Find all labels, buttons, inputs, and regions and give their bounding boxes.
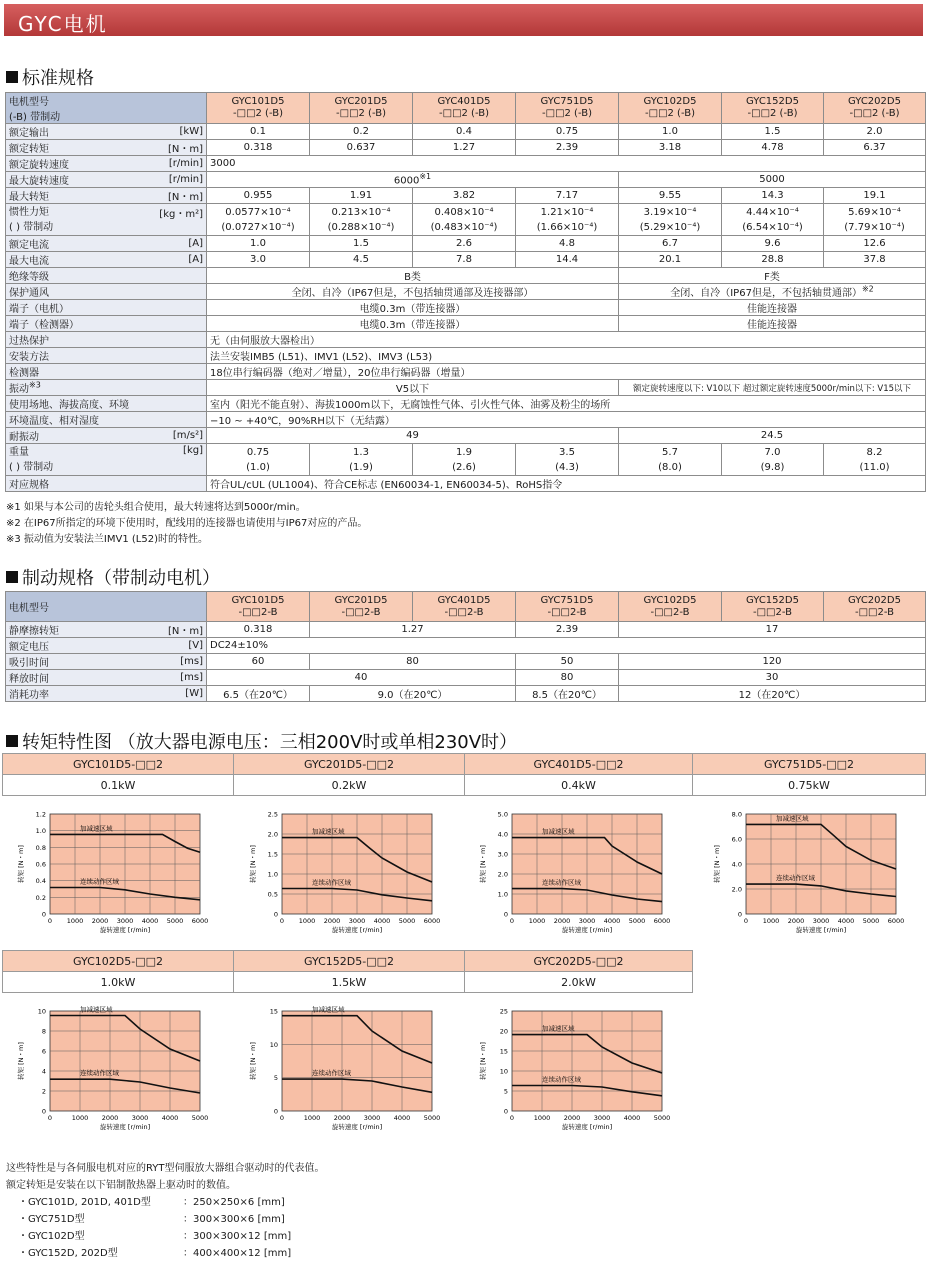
row-vibration: 振动$^{※3}$ V5以下 额定旋转速度以下: V10以下 超过额定旋转速度5000r/min以下: V15以下 [6,380,926,396]
x-tick-label: 0 [743,917,749,925]
row-weight: 重量 ( ) 带制动 [kg] 0.75 (1.0) 1.3 (1.9) 1.9 (2.6) 3.5 (4.3) 5.7 (8.0) 7.0 (9.8) 8.2 (11.0) [6,444,926,476]
row-temp-humidity: 环境温度、相对湿度 −10 ~ +40℃，90%RH以下（无结露） [6,412,926,428]
accel-region-label: 加减速区域 [776,814,809,823]
row-static-torque: 静摩擦转矩 [N・m] 0.318 1.27 2.39 17 [6,622,926,638]
torque-header-row-2 [2,950,693,993]
x-tick-label: 0 [509,917,515,925]
torque-power-label: 0.75kW [693,775,926,796]
row-rated-torque: 额定转矩 [N・m] 0.318 0.637 1.27 2.39 3.18 4.78 6.37 [6,140,926,156]
torque-header-row-1 [2,753,926,796]
y-tick-label: 0.6 [35,860,46,869]
row-max-torque: 最大转矩 [N・m] 0.955 1.91 3.82 7.17 9.55 14.3 19.1 [6,188,926,204]
y-tick-label: 8 [41,1027,46,1036]
model-cell: GYC152D5 -□□2-B [722,592,824,622]
y-tick-label: 2.0 [731,885,742,894]
note-1: ※1 如果与本公司的齿轮头组合使用，最大转速将达到5000r/min。 [6,502,306,513]
row-environment: 使用场地、海拔高度、环境 室内（阳光不能直射）、海拔1000m以下，无腐蚀性气体、引火性气体、油雾及粉尘的场所 [6,396,926,412]
x-axis-label: 旋转速度 [r/min] [331,926,383,934]
row-overheat: 过热保护 无（由伺服放大器检出） [6,332,926,348]
y-tick-label: 0 [737,910,742,919]
x-tick-label: 2000 [91,917,109,925]
torque-power-label: 1.5kW [234,972,465,993]
x-tick-label: 5000 [653,1114,671,1122]
x-tick-label: 1000 [298,917,316,925]
model-cell: GYC202D5 -□□2 (-B) [824,93,926,124]
brake-table [5,591,926,702]
accel-region-label: 加减速区域 [542,1024,575,1033]
y-tick-label: 10 [499,1067,508,1076]
row-insulation: 绝缘等级 B类 F类 [6,268,926,284]
section-title-torque: 转矩特性图 （放大器电源电压：三相200V时或单相230V时） [6,728,517,754]
x-tick-label: 5000 [398,917,416,925]
page-banner [4,4,923,36]
x-tick-label: 1000 [66,917,84,925]
x-tick-label: 2000 [563,1114,581,1122]
model-cell: GYC751D5 -□□2 (-B) [516,93,619,124]
y-tick-label: 0.5 [267,890,278,899]
plot-area [50,1011,200,1111]
y-tick-label: 6.0 [731,835,742,844]
y-tick-label: 0 [41,910,46,919]
banner-title: GYC电机 [18,12,108,36]
y-tick-label: 0 [503,910,508,919]
x-tick-label: 5000 [423,1114,441,1122]
x-tick-label: 2000 [323,917,341,925]
torque-model-label: GYC102D5-□□2 [3,951,234,972]
x-tick-label: 4000 [837,917,855,925]
plot-area [512,1011,662,1111]
torque-model-label: GYC152D5-□□2 [234,951,465,972]
accel-region-label: 加减速区域 [312,1005,345,1014]
x-tick-label: 1000 [71,1114,89,1122]
x-axis-label: 旋转速度 [r/min] [795,926,847,934]
x-tick-label: 0 [509,1114,515,1122]
torque-model-label: GYC751D5-□□2 [693,754,926,775]
continuous-region-label: 连续动作区域 [312,1069,351,1078]
y-tick-label: 2.0 [267,830,278,839]
x-tick-label: 3000 [116,917,134,925]
y-axis-label: 转矩 [N・m] [249,845,257,883]
x-tick-label: 1000 [762,917,780,925]
x-tick-label: 4000 [161,1114,179,1122]
row-inertia: 惯性力矩 ( ) 带制动 [kg・m²] 0.0577×10⁻⁴ (0.0727×10⁻⁴) 0.213×10⁻⁴ (0.288×10⁻⁴) 0.408×10⁻⁴ (0.483×10⁻⁴) 1.21×10⁻⁴ (1.66×10⁻⁴) 3.19×10⁻⁴ (5.29×10⁻⁴) 4.44×10⁻⁴ (6.54×10⁻⁴) 5.69×10⁻⁴ (7.79×10⁻⁴) [6,204,926,236]
note-3: ※3 振动值为安装法兰IMV1 (L52)时的特性。 [6,534,208,545]
x-axis-label: 旋转速度 [r/min] [561,926,613,934]
model-cell: GYC102D5 -□□2 (-B) [619,93,722,124]
x-tick-label: 0 [279,917,285,925]
torque-power-label: 0.2kW [234,775,465,796]
accel-region-label: 加减速区域 [542,827,575,836]
section-title-brake: 制动规格（带制动电机） [6,564,220,590]
row-terminal-motor: 端子（电机） 电缆0.3m（带连接器） 佳能连接器 [6,300,926,316]
model-cell: GYC101D5 -□□2 (-B) [207,93,310,124]
footer-item: ・GYC152D, 202D型 ：400×400×12 [mm] [18,1248,292,1259]
y-tick-label: 8.0 [731,810,742,819]
y-tick-label: 0 [503,1107,508,1116]
x-tick-label: 5000 [862,917,880,925]
y-tick-label: 0.4 [35,877,46,886]
row-attract-time: 吸引时间 [ms] 60 80 50 120 [6,654,926,670]
spec-header-row [6,93,926,124]
row-mounting: 安装方法 法兰安装IMB5 (L51)、IMV1 (L52)、IMV3 (L53) [6,348,926,364]
model-header-cell: 电机型号 (-B) 带制动 [6,93,207,124]
y-tick-label: 20 [499,1027,508,1036]
brake-header-row: 电机型号 GYC101D5 -□□2-B GYC201D5 -□□2-B GYC401D5 -□□2-B GYC751D5 -□□2-B GYC102D5 -□□2-B GYC152D5 -□□2-B GYC202D5 -□□2-B [6,592,926,622]
x-tick-label: 3000 [131,1114,149,1122]
row-rated-current: 额定电流 [A] 1.0 1.5 2.6 4.8 6.7 9.6 12.6 [6,236,926,252]
x-tick-label: 5000 [628,917,646,925]
note-2: ※2 在IP67所指定的环境下使用时，配线用的连接器也请使用与IP67对应的产品。 [6,518,368,529]
y-tick-label: 1.0 [35,827,46,836]
x-tick-label: 0 [47,1114,53,1122]
x-tick-label: 6000 [191,917,209,925]
x-axis-label: 旋转速度 [r/min] [99,926,151,934]
x-tick-label: 4000 [623,1114,641,1122]
model-cell: GYC401D5 -□□2-B [413,592,516,622]
torque-model-label: GYC401D5-□□2 [465,754,693,775]
x-tick-label: 1000 [528,917,546,925]
spec-notes [6,500,367,548]
y-tick-label: 2.5 [267,810,278,819]
row-protection: 保护通风 全闭、自冷（IP67但是，不包括轴贯通部及连接器部） 全闭、自冷（IP67但是，不包括轴贯通部）$^{※2}$ [6,284,926,300]
torque-power-label: 1.0kW [3,972,234,993]
x-tick-label: 1000 [303,1114,321,1122]
torque-chart-gyc152 [246,1005,446,1140]
footer-item: ・GYC101D, 201D, 401D型 ：250×250×6 [mm] [18,1197,285,1208]
row-max-current: 最大电流 [A] 3.0 4.5 7.8 14.4 20.1 28.8 37.8 [6,252,926,268]
y-tick-label: 4.0 [731,860,742,869]
x-tick-label: 4000 [393,1114,411,1122]
y-tick-label: 1.5 [267,850,278,859]
model-cell: GYC201D5 -□□2 (-B) [310,93,413,124]
y-tick-label: 2 [41,1087,46,1096]
row-detector: 检测器 18位串行编码器（绝对／增量），20位串行编码器（增量） [6,364,926,380]
continuous-region-label: 连续动作区域 [542,878,581,887]
footer-line-1: 这些特性是与各伺服电机对应的RYT型伺服放大器组合驱动时的代表值。 [6,1163,325,1174]
model-cell: GYC102D5 -□□2-B [619,592,722,622]
accel-region-label: 加减速区域 [80,824,113,833]
torque-chart-gyc102 [14,1005,214,1140]
x-tick-label: 3000 [348,917,366,925]
footer-notes [6,1160,325,1262]
x-tick-label: 1000 [533,1114,551,1122]
y-tick-label: 5 [273,1074,278,1083]
torque-chart-gyc751 [710,808,910,943]
continuous-region-label: 连续动作区域 [80,877,119,886]
plot-area [282,1011,432,1111]
y-axis-label: 转矩 [N・m] [17,1042,25,1080]
y-tick-label: 0 [273,1107,278,1116]
y-tick-label: 6 [41,1047,46,1056]
y-tick-label: 4 [41,1067,46,1076]
y-tick-label: 10 [269,1040,278,1049]
x-tick-label: 4000 [603,917,621,925]
x-tick-label: 6000 [653,917,671,925]
row-rated-voltage: 额定电压 [V] DC24±10% [6,638,926,654]
continuous-region-label: 连续动作区域 [542,1075,581,1084]
model-cell: GYC201D5 -□□2-B [310,592,413,622]
y-tick-label: 0.2 [35,893,46,902]
y-tick-label: 1.0 [267,870,278,879]
x-tick-label: 5000 [191,1114,209,1122]
row-terminal-detector: 端子（检测器） 电缆0.3m（带连接器） 佳能连接器 [6,316,926,332]
x-tick-label: 2000 [333,1114,351,1122]
torque-chart-gyc201 [246,808,446,943]
x-tick-label: 4000 [373,917,391,925]
torque-model-label: GYC101D5-□□2 [3,754,234,775]
torque-power-label: 0.4kW [465,775,693,796]
y-axis-label: 转矩 [N・m] [17,845,25,883]
row-vib-resistance: 耐振动 [m/s²] 49 24.5 [6,428,926,444]
torque-model-label: GYC201D5-□□2 [234,754,465,775]
row-power: 消耗功率 [W] 6.5（在20℃） 9.0（在20℃） 8.5（在20℃） 12（在20℃） [6,686,926,702]
y-tick-label: 0 [41,1107,46,1116]
y-axis-label: 转矩 [N・m] [713,845,721,883]
model-cell: GYC101D5 -□□2-B [207,592,310,622]
x-tick-label: 3000 [812,917,830,925]
y-tick-label: 5.0 [497,810,508,819]
x-tick-label: 2000 [101,1114,119,1122]
y-tick-label: 15 [269,1007,278,1016]
model-cell: GYC202D5 -□□2-B [824,592,926,622]
x-tick-label: 6000 [887,917,905,925]
y-tick-label: 5 [503,1087,508,1096]
spec-table [5,92,926,492]
model-cell: GYC152D5 -□□2 (-B) [722,93,824,124]
y-tick-label: 10 [37,1007,46,1016]
torque-chart-gyc202 [476,1005,676,1140]
continuous-region-label: 连续动作区域 [312,878,351,887]
x-tick-label: 0 [279,1114,285,1122]
accel-region-label: 加减速区域 [312,827,345,836]
model-cell: GYC401D5 -□□2 (-B) [413,93,516,124]
row-standards: 对应规格 符合UL/cUL (UL1004)、符合CE标志 (EN60034-1, EN60034-5)、RoHS指令 [6,476,926,492]
model-cell: GYC751D5 -□□2-B [516,592,619,622]
row-max-speed: 最大旋转速度 [r/min] 6000$^{※1}$ 5000 [6,172,926,188]
y-tick-label: 0 [273,910,278,919]
x-tick-label: 3000 [593,1114,611,1122]
y-tick-label: 2.0 [497,870,508,879]
footer-item: ・GYC751D型 ：300×300×6 [mm] [18,1214,285,1225]
x-tick-label: 2000 [553,917,571,925]
y-tick-label: 1.2 [35,810,46,819]
y-tick-label: 25 [499,1007,508,1016]
row-release-time: 释放时间 [ms] 40 80 30 [6,670,926,686]
y-axis-label: 转矩 [N・m] [249,1042,257,1080]
y-tick-label: 1.0 [497,890,508,899]
footer-item: ・GYC102D型 ：300×300×12 [mm] [18,1231,292,1242]
torque-chart-gyc101 [14,808,214,943]
x-tick-label: 3000 [363,1114,381,1122]
torque-model-label: GYC202D5-□□2 [465,951,693,972]
torque-power-label: 0.1kW [3,775,234,796]
x-tick-label: 2000 [787,917,805,925]
x-axis-label: 旋转速度 [r/min] [331,1123,383,1131]
x-tick-label: 6000 [423,917,441,925]
x-axis-label: 旋转速度 [r/min] [99,1123,151,1131]
section-title-spec: 标准规格 [6,64,94,90]
row-rated-output: 额定输出 [kW] 0.1 0.2 0.4 0.75 1.0 1.5 2.0 [6,124,926,140]
accel-region-label: 加减速区域 [80,1005,113,1014]
x-tick-label: 4000 [141,917,159,925]
x-axis-label: 旋转速度 [r/min] [561,1123,613,1131]
row-rated-speed: 额定旋转速度 [r/min] 3000 [6,156,926,172]
y-tick-label: 3.0 [497,850,508,859]
continuous-region-label: 连续动作区域 [776,874,815,883]
x-tick-label: 3000 [578,917,596,925]
torque-chart-gyc401 [476,808,676,943]
y-tick-label: 0.8 [35,843,46,852]
torque-power-label: 2.0kW [465,972,693,993]
x-tick-label: 5000 [166,917,184,925]
y-axis-label: 转矩 [N・m] [479,845,487,883]
continuous-region-label: 连续动作区域 [80,1069,119,1078]
x-tick-label: 0 [47,917,53,925]
y-tick-label: 15 [499,1047,508,1056]
y-tick-label: 4.0 [497,830,508,839]
footer-line-2: 额定转矩是安装在以下铝制散热器上驱动时的数值。 [6,1180,236,1191]
y-axis-label: 转矩 [N・m] [479,1042,487,1080]
